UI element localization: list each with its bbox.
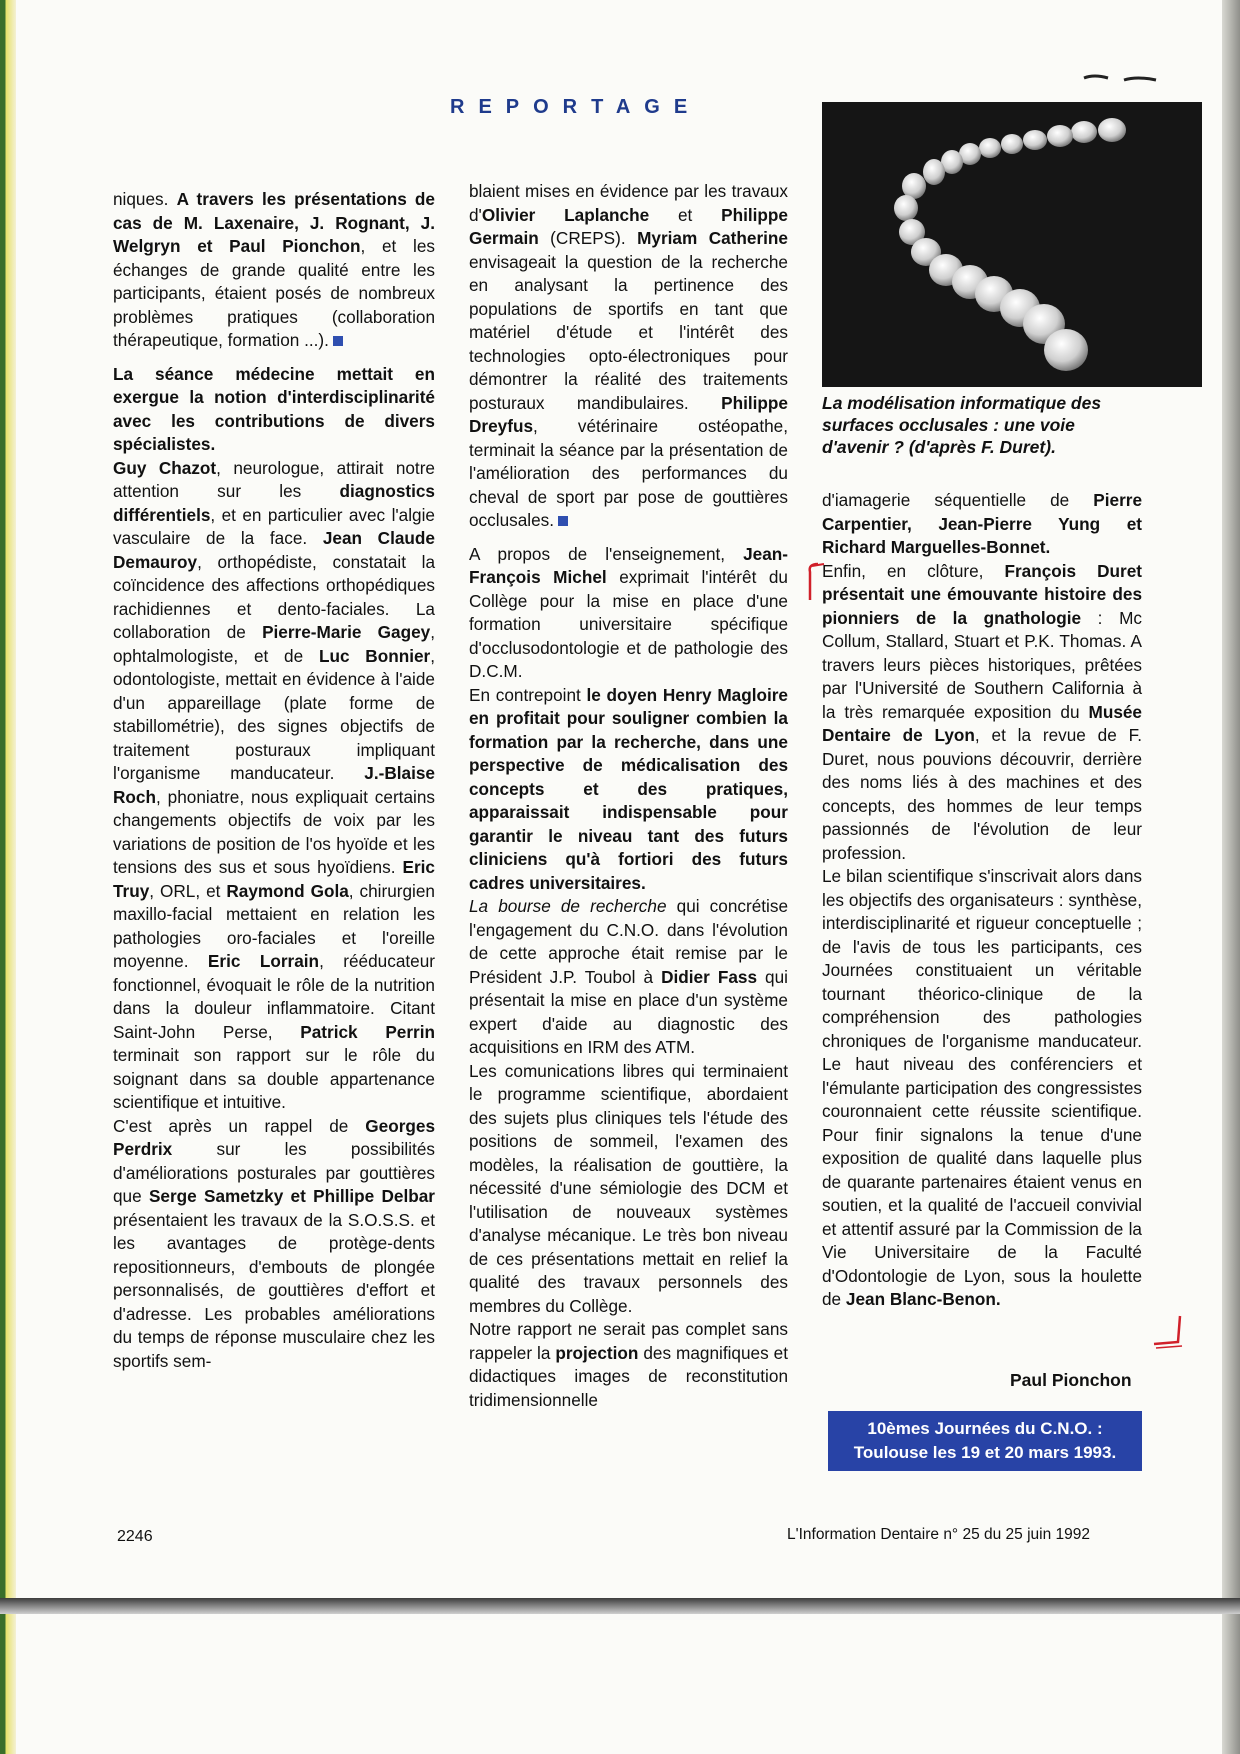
bold-text-run: Philippe Germain: [469, 204, 788, 248]
bold-text-run: projection: [555, 1342, 639, 1363]
text-run: , et les échanges de grande qualité entre les participants, étaient posés de nombreux problèmes pratiques (collaboration thérapeutique, formation ...).: [113, 236, 435, 350]
text-run: présentaient les travaux de la S.O.S.S. et les avantages de protège-dents repositionneurs, d'embouts de plongée personnalisés, de gouttières d'effort et d'adresse. Les probables améliorations du temps de réponse musculaire chez les sportifs sem-: [113, 1209, 435, 1371]
text-run: , et en particulier avec l'algie vasculaire de la face.: [113, 504, 435, 548]
journal-reference: L'Information Dentaire n° 25 du 25 juin 1992: [787, 1526, 1090, 1543]
text-run: Le bilan scientifique s'inscrivait alors dans les objectifs des organisateurs : synthèse, interdisciplinarité et rigueur conceptuelle ; de l'avis de tous les participants, ces Journées constituaient un véritable tournant théorico-clinique de la compréhension des pathologies chroniques de l'organisme manducateur. Le haut niveau des conférenciers et l'émulante participation des congressistes couronnaient cette réussite scientifique. Pour finir signalons la tenue d'une exposition de qualité dans laquelle plus de quarante partenaires étaient venus en soutien, et la qualité de l'accueil convivial et attentif assuré par la Commission de la Vie Universitaire de la Faculté d'Odontologie de Lyon, sous la houlette de: [822, 866, 1142, 1309]
col2-paragraph-4: [469, 895, 788, 1060]
col2-paragraph-2: [469, 543, 788, 684]
banner-line-2: Toulouse les 19 et 20 mars 1993.: [853, 1443, 1117, 1462]
announcement-banner: [828, 1411, 1142, 1471]
text-run: , chirurgien maxillo-facial mettaient en relation les pathologies oro-faciales et l'oreille moyenne.: [113, 880, 435, 971]
bold-text-run: Eric Truy: [113, 857, 435, 901]
col1-paragraph-4: [113, 1115, 435, 1374]
bold-text-run: Jean Blanc-Benon.: [845, 1289, 1001, 1309]
bold-text-run: Didier Fass: [661, 966, 758, 987]
text-run: Notre rapport ne serait pas complet sans rappeler la: [469, 1319, 788, 1363]
bold-text-run: Jean-François Michel: [469, 543, 788, 587]
text-run: , ophtalmologiste, et de: [113, 622, 435, 666]
text-run: exprimait l'intérêt du Collège pour la mise en place d'une formation universitaire spécifique d'occlusodontologie et de pathologie des D.C.M.: [469, 567, 788, 681]
section-end-square-icon: [558, 516, 568, 526]
banner-line-1: 10èmes Journées du C.N.O. :: [867, 1419, 1103, 1438]
text-run: En contrepoint: [469, 684, 587, 705]
text-run: La bourse de recherche: [469, 896, 667, 916]
article-column-2: [469, 180, 788, 1412]
bold-text-run: Georges Perdrix: [113, 1115, 435, 1159]
text-run: envisageait la question de la recherche en analysant la pertinence des populations de sportifs en tant que matériel d'étude et l'intérêt des technologies opto-électroniques pour démontrer la réalité des traitements posturaux mandibulaires.: [469, 251, 788, 413]
text-run: A propos de l'enseignement,: [469, 543, 744, 564]
pen-mark-top: [1082, 70, 1162, 86]
bold-text-run: Myriam Catherine: [637, 228, 788, 248]
section-end-square-icon: [333, 336, 343, 346]
bold-text-run: Olivier Laplanche: [481, 204, 650, 225]
bold-text-run: diagnostics différentiels: [113, 481, 435, 525]
bold-text-run: Serge Sametzky et Phillipe Delbar: [148, 1186, 435, 1206]
text-run: sur les possibilités d'améliorations posturales par gouttières que: [113, 1139, 435, 1206]
bold-text-run: Patrick Perrin: [300, 1021, 435, 1042]
col2-paragraph-5: [469, 1060, 788, 1319]
text-run: , vétérinaire ostéopathe, terminait la séance par la présentation de l'amélioration des performances du cheval de sport par pose de gouttières occlusales.: [469, 416, 788, 530]
text-run: , et la revue de F. Duret, nous pouvions découvrir, derrière des noms liés à des machines et des concepts, des hommes de leur temps passionnés de l'évolution de leur profession.: [822, 725, 1142, 863]
scan-edge-bottom: [0, 1598, 1240, 1614]
text-run: des magnifiques et didactiques images de reconstitution tridimensionnelle: [469, 1342, 788, 1410]
bold-text-run: Philippe Dreyfus: [469, 392, 788, 436]
bold-text-run: Jean Claude Demauroy: [113, 528, 435, 572]
col2-paragraph-1: [469, 180, 788, 533]
text-run: , orthopédiste, constatait la coïncidence des affections orthopédiques rachidiennes et dento-faciales. La collaboration de: [113, 551, 435, 642]
scan-edge-left: [0, 0, 16, 1754]
text-run: , rééducateur fonctionnel, évoquait le rôle de la nutrition dans la douleur inflammatoire. Citant Saint-John Perse,: [113, 951, 435, 1042]
text-run: qui présentait la mise en place d'un système expert d'aide au diagnostic des acquisitions en IRM des ATM.: [469, 966, 788, 1057]
col3-paragraph-2: [822, 560, 1142, 866]
bold-text-run: Raymond Gola: [226, 880, 349, 901]
text-run: : Mc Collum, Stallard, Stuart et P.K. Thomas. A travers leurs pièces historiques, prêtées par l'Université de Southern California à la très remarquée exposition du: [822, 607, 1142, 722]
text-run: , ORL, et: [149, 880, 227, 901]
text-run: d'iamagerie séquentielle de: [822, 490, 1094, 510]
col1-paragraph-1: [113, 188, 435, 353]
text-run: C'est après un rappel de: [113, 1115, 366, 1136]
text-run: (CREPS).: [538, 228, 638, 248]
col1-paragraph-3: [113, 457, 435, 1115]
col3-paragraph-3: [822, 865, 1142, 1312]
col2-paragraph-3: [469, 684, 788, 896]
scan-edge-right: [1222, 0, 1240, 1754]
text-run: qui concrétise l'engagement du C.N.O. dans l'évolution de cette approche était remise par le Président J.P. Toubol à: [469, 896, 789, 987]
bold-text-run: Eric Lorrain: [207, 951, 320, 971]
bold-text-run: François Duret présentait une émouvante histoire des pionniers de la gnathologie: [822, 560, 1142, 628]
text-run: , odontologiste, mettait en évidence à l'aide d'un appareillage (plate forme de stabillométrie), des signes objectifs de traitement posturaux impliquant l'organisme manducateur.: [113, 645, 435, 783]
bold-text-run: J.-Blaise Roch: [113, 763, 435, 807]
text-run: et: [649, 204, 722, 225]
text-run: niques.: [113, 189, 177, 209]
bold-text-run: le doyen Henry Magloire en profitait pour souligner combien la formation par la recherche, dans une perspective de médicalisation des concepts et des pratiques, apparaissait indispensable pour garantir le niveau tant des futurs cliniciens qu'à fortiori des futurs cadres universitaires.: [469, 684, 788, 893]
author-signature: Paul Pionchon: [1010, 1370, 1132, 1390]
article-column-3: [822, 489, 1142, 1312]
col3-paragraph-1: [822, 489, 1142, 560]
text-run: blaient mises en évidence par les travaux d': [469, 181, 788, 225]
bold-text-run: Musée Dentaire de Lyon: [822, 701, 1142, 745]
teeth-model-photo: [822, 102, 1202, 387]
photo-caption: La modélisation informatique des surfaces occlusales : une voie d'avenir ? (d'après F. Duret).: [822, 393, 1102, 457]
bold-text-run: A travers les présentations de cas de M. Laxenaire, J. Rognant, J. Welgryn et Paul Pionchon: [113, 189, 435, 256]
text-run: , neurologue, attirait notre attention sur les: [113, 457, 435, 501]
page-number: 2246: [117, 1528, 153, 1545]
bold-text-run: La séance médecine mettait en exergue la notion d'interdisciplinarité avec les contributions de divers spécialistes.: [113, 363, 435, 454]
text-run: , phoniatre, nous expliquait certains changements objectifs de voix par les variations de position de l'os hyoïde et les tensions des sus et sous hyoïdiens.: [113, 786, 435, 877]
bold-text-run: Guy Chazot: [113, 457, 217, 478]
bold-text-run: Pierre-Marie Gagey: [262, 622, 431, 642]
bold-text-run: Pierre Carpentier, Jean-Pierre Yung et Richard Marguelles-Bonnet.: [822, 490, 1142, 557]
section-header: REPORTAGE: [450, 96, 702, 118]
bold-text-run: Luc Bonnier: [318, 645, 431, 666]
col2-paragraph-6: [469, 1318, 788, 1412]
col1-paragraph-2: [113, 363, 435, 457]
text-run: Les comunications libres qui terminaient le programme scientifique, abordaient des sujets plus cliniques tels l'étude des positions de sommeil, l'examen des modèles, la réalisation de gouttière, la nécessité d'une sémiologie des DCM et l'utilisation de nouveaux systèmes d'analyse mécanique. Le très bon niveau de ces présentations mettait en relief la qualité des travaux personnels des membres du Collège.: [469, 1060, 788, 1316]
article-column-1: [113, 188, 435, 1373]
text-run: Enfin, en clôture,: [822, 560, 1005, 581]
text-run: terminait son rapport sur le rôle du soignant dans sa double appartenance scientifique et intuitive.: [113, 1045, 435, 1112]
red-pen-end-mark: [1152, 1312, 1192, 1352]
